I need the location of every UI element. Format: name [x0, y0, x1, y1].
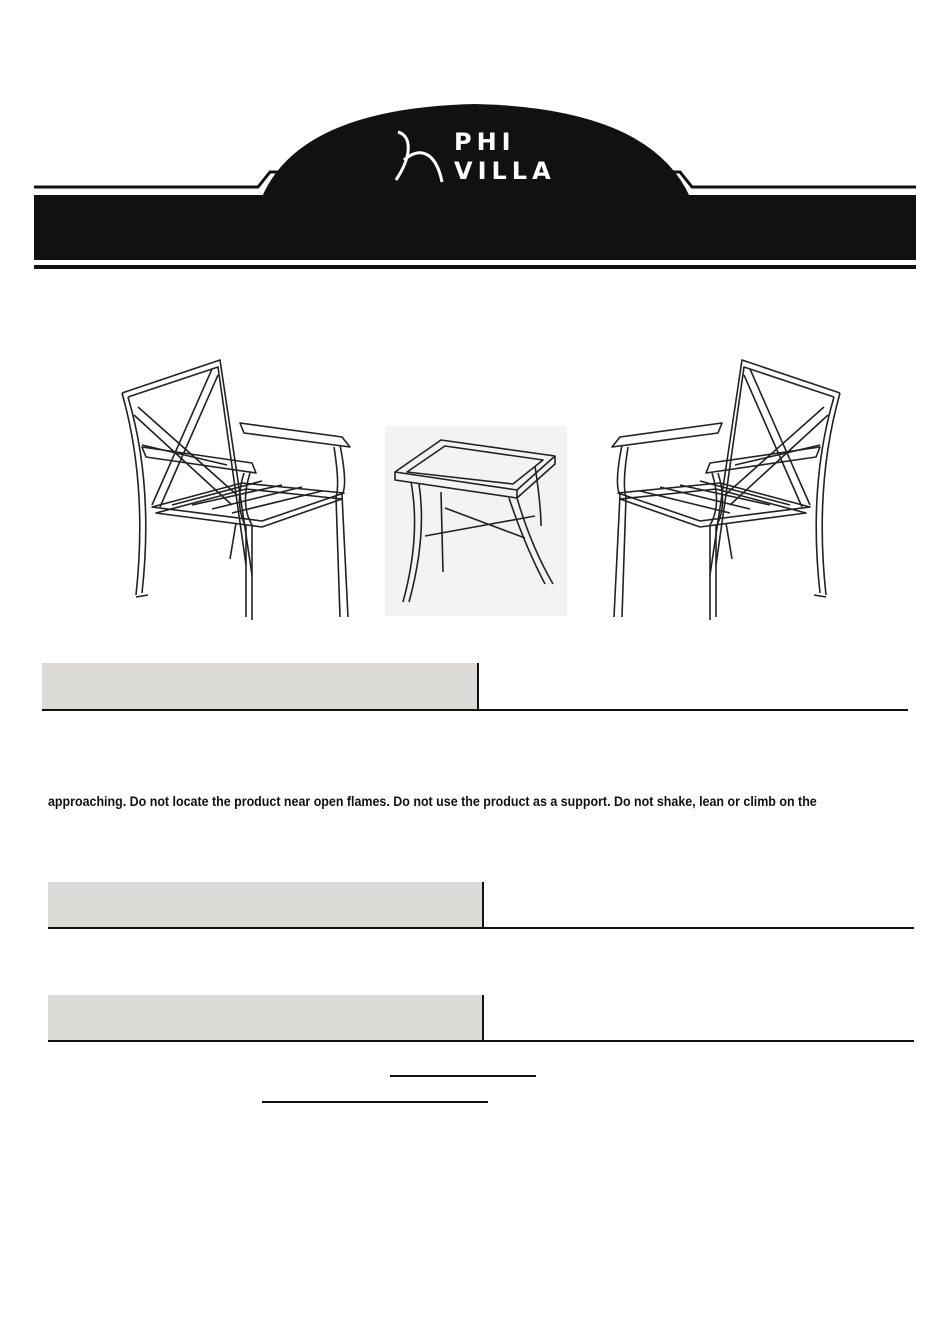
logo-swoosh-icon — [390, 126, 450, 186]
section-header-1-label-box — [42, 663, 478, 709]
right-armchair-image — [600, 355, 850, 625]
section-header-1-divider — [477, 663, 479, 710]
warning-text: approaching. Do not locate the product near open flames. Do not use the product as a support. Do not shake, lean or climb on the — [48, 794, 817, 809]
section-header-3-label-box — [48, 995, 484, 1041]
section-header-1-rule — [42, 709, 908, 711]
section-header-3-rule — [48, 1040, 914, 1042]
section-header-2-divider — [482, 882, 484, 929]
brand-logo — [390, 126, 560, 190]
blank-underline-1 — [390, 1075, 536, 1077]
side-table-image — [385, 426, 567, 616]
left-armchair-image — [112, 355, 362, 625]
brand-line-2: VILLA — [454, 157, 556, 185]
section-header-2-rule — [48, 927, 914, 929]
brand-line-1: PHI — [454, 128, 516, 156]
blank-underline-2 — [262, 1101, 488, 1103]
section-header-2-label-box — [48, 882, 484, 928]
section-header-3-divider — [482, 995, 484, 1042]
